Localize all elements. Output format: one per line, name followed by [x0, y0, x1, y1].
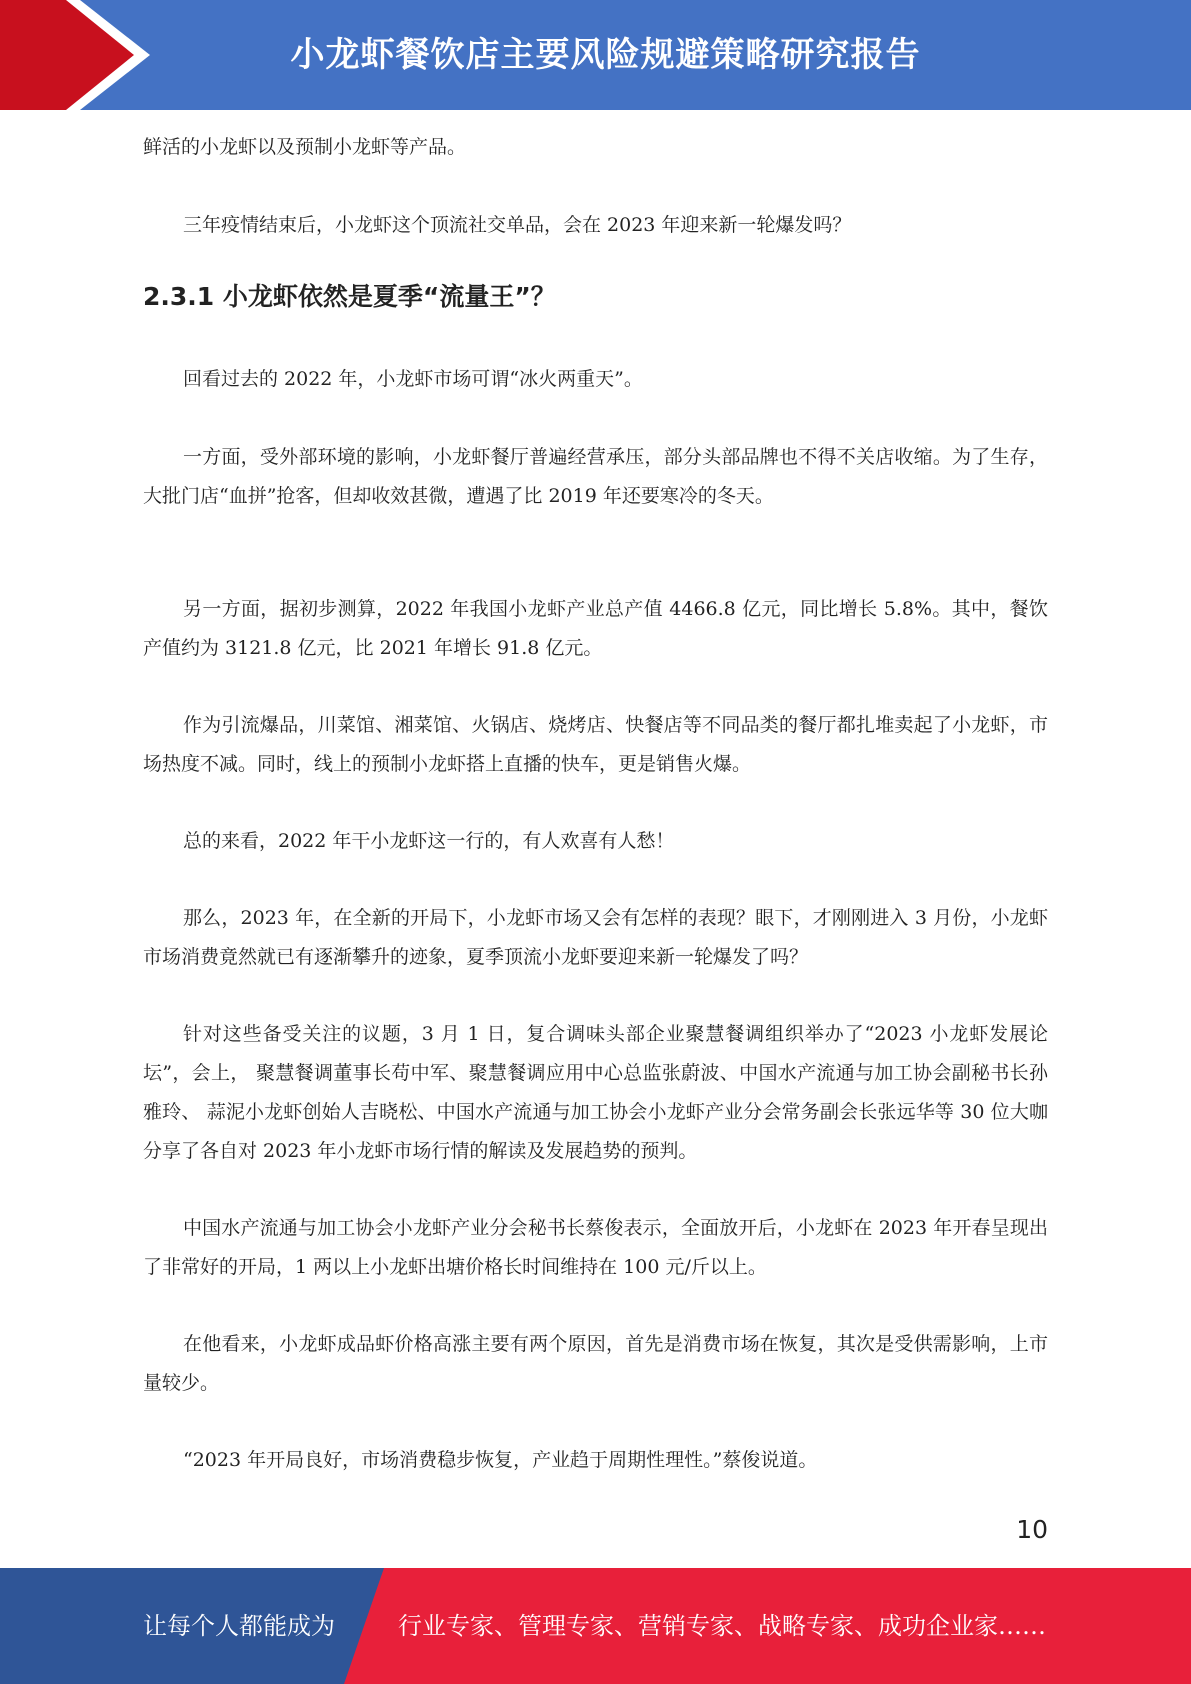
paragraph: 作为引流爆品，川菜馆、湘菜馆、火锅店、烧烤店、快餐店等不同品类的餐厅都扎堆卖起了小龙虾，市场热度不减。同时，线上的预制小龙虾搭上直播的快车，更是销售火爆。: [143, 714, 1048, 775]
paragraph: 一方面，受外部环境的影响，小龙虾餐厅普遍经营承压，部分头部品牌也不得不关店收缩。为了生存，大批门店“血拼”抢客，但却收效甚微，遭遇了比 2019 年还要寒冷的冬天。: [143, 446, 1048, 507]
paragraph: 针对这些备受关注的议题，3 月 1 日，复合调味头部企业聚慧餐调组织举办了“2023 小龙虾发展论坛”，会上， 聚慧餐调董事长苟中军、聚慧餐调应用中心总监张蔚波、中国水产流通与加工协会副秘书长孙雅玲、 蒜泥小龙虾创始人吉晓松、中国水产流通与加工协会小龙虾产业分会常务副会长张远华等 30 位大咖分享了各自对 2023 年小龙虾市场行情的解读及发展趋势的预判。: [143, 1023, 1048, 1162]
footer-slogan-right: 行业专家、管理专家、营销专家、战略专家、成功企业家……: [398, 1612, 1046, 1640]
paragraph: “2023 年开局良好，市场消费稳步恢复，产业趋于周期性理性。”蔡俊说道。: [183, 1449, 818, 1471]
paragraph: 鲜活的小龙虾以及预制小龙虾等产品。: [143, 136, 467, 158]
page-footer: [0, 1568, 1191, 1684]
paragraph: 三年疫情结束后，小龙虾这个顶流社交单品，会在 2023 年迎来新一轮爆发吗？: [183, 214, 852, 236]
page-header: [0, 0, 1191, 110]
footer-slogan-left: 让每个人都能成为: [143, 1612, 335, 1640]
paragraph: 另一方面，据初步测算，2022 年我国小龙虾产业总产值 4466.8 亿元，同比增长 5.8%。其中，餐饮产值约为 3121.8 亿元，比 2021 年增长 91.8 亿元。: [143, 598, 1048, 659]
page-number: 10: [1016, 1515, 1048, 1544]
paragraph: 回看过去的 2022 年，小龙虾市场可谓“冰火两重天”。: [183, 368, 643, 390]
document-body: [143, 128, 1048, 1480]
paragraph: 在他看来，小龙虾成品虾价格高涨主要有两个原因，首先是消费市场在恢复，其次是受供需影响，上市量较少。: [143, 1333, 1048, 1394]
paragraph: 总的来看，2022 年干小龙虾这一行的，有人欢喜有人愁！: [183, 830, 675, 852]
paragraph: 中国水产流通与加工协会小龙虾产业分会秘书长蔡俊表示，全面放开后，小龙虾在 2023 年开春呈现出了非常好的开局，1 两以上小龙虾出塘价格长时间维持在 100 元/斤以上。: [143, 1217, 1048, 1278]
report-title: 小龙虾餐饮店主要风险规避策略研究报告: [290, 35, 921, 75]
section-heading: 2.3.1 小龙虾依然是夏季“流量王”？: [143, 282, 556, 311]
paragraph: 那么，2023 年，在全新的开局下，小龙虾市场又会有怎样的表现？眼下，才刚刚进入 3 月份，小龙虾市场消费竟然就已有逐渐攀升的迹象，夏季顶流小龙虾要迎来新一轮爆发了吗？: [143, 907, 1048, 968]
